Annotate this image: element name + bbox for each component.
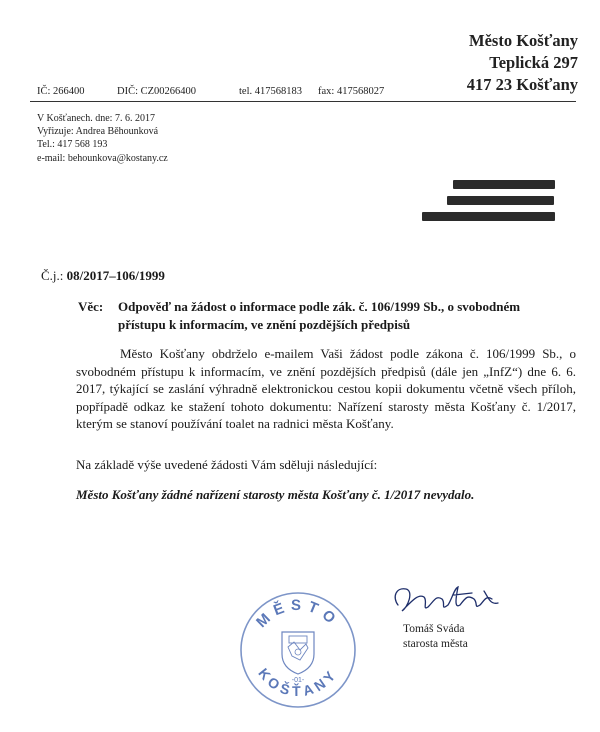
body-line: 2017, týkající se zaslání výhradně elektronickou cestou kopii dokumentu včetně všech příloh, xyxy=(76,381,576,397)
signatory-title: starosta města xyxy=(403,638,468,650)
subject-line-2: přístupu k informacím, ve znění pozdějších předpisů xyxy=(118,317,411,332)
subject-line-1: Odpověď na žádost o informace podle zák. č. 106/1999 Sb., o svobodném xyxy=(118,299,521,314)
header-divider xyxy=(30,101,576,102)
body-paragraph-1 xyxy=(76,345,576,433)
reference-prefix: Č.j.: xyxy=(41,268,64,283)
sender-block xyxy=(37,112,168,165)
handwritten-signature xyxy=(388,577,508,623)
body-line: svobodném přístupu k informacím, ve znění pozdějších předpisů (dále jen „InfZ“) dne 6. 6. xyxy=(76,363,576,379)
ic-number: IČ: 266400 xyxy=(37,86,85,97)
subject xyxy=(78,298,578,334)
coat-of-arms-icon xyxy=(282,632,314,674)
sender-phone: Tel.: 417 568 193 xyxy=(37,139,108,151)
answer-statement: Město Košťany žádné nařízení starosty města Košťany č. 1/2017 nevydalo. xyxy=(76,487,475,502)
redacted-recipient-line xyxy=(453,180,555,189)
reference-value: 08/2017–106/1999 xyxy=(66,268,165,283)
city-stamp xyxy=(238,590,358,710)
stamp-bottom-text: KOŠŤANY xyxy=(255,665,341,700)
body-paragraph-2: Na základě výše uvedené žádosti Vám sděluji následující: xyxy=(76,457,378,472)
redacted-recipient-line xyxy=(422,212,555,221)
dic-number: DIČ: CZ00266400 xyxy=(117,86,197,97)
body-line: Město Košťany obdrželo e-mailem Vaši žádost podle zákona č. 106/1999 Sb., o xyxy=(120,346,576,361)
signatory xyxy=(403,622,468,652)
fax: fax: 417568027 xyxy=(318,86,385,97)
stamp-top-text: MĚSTO xyxy=(253,596,343,632)
redacted-recipient-line xyxy=(447,196,554,205)
body-line: popřípadě odkaz ke stažení tohoto dokumentu: Nařízení starosty města Košťany č. 1/2017, xyxy=(76,398,576,414)
stamp-number: -01- xyxy=(291,677,305,684)
reference-number xyxy=(41,268,165,284)
sender-email: e-mail: behounkova@kostany.cz xyxy=(37,152,168,164)
org-name: Město Košťany xyxy=(469,31,578,50)
signatory-name: Tomáš Sváda xyxy=(403,623,465,635)
place-date: V Košťanech. dne: 7. 6. 2017 xyxy=(37,113,155,124)
body-line: kterým se stanoví používání toalet na radnici města Košťany. xyxy=(76,416,394,432)
subject-label: Věc: xyxy=(78,299,104,314)
telephone: tel. 417568183 xyxy=(239,86,302,97)
org-city: 417 23 Košťany xyxy=(466,75,578,94)
handler: Vyřizuje: Andrea Běhounková xyxy=(37,126,159,138)
org-street: Teplická 297 xyxy=(489,53,578,72)
